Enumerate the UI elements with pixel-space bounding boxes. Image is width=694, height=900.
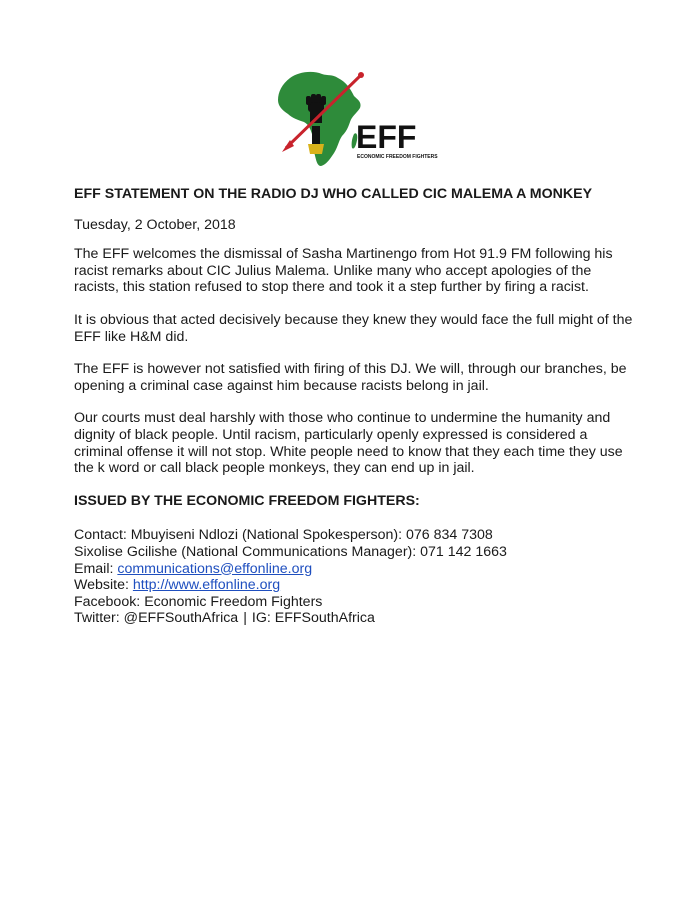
contact-facebook: Facebook: Economic Freedom Fighters [74,593,323,610]
separator: | [243,610,247,627]
statement-body [74,186,634,627]
contact-website-line [74,577,634,594]
paragraph-4: Our courts must deal harshly with those who continue to undermine the humanity and dignity of black people. Until racism, particularly openly expressed is considered a criminal offense it will not stop. White people need to know that they each time they use the k word or call black people monkeys, they can end up in jail. [74,410,623,477]
email-label: Email: [74,560,118,577]
website-label: Website: [74,577,133,594]
eff-logo-subtext: ECONOMIC FREEDOM FIGHTERS [357,154,438,160]
issued-by-heading: ISSUED BY THE ECONOMIC FREEDOM FIGHTERS: [74,492,420,509]
eff-logo-text: EFF [356,119,417,155]
contact-spokesperson: Contact: Mbuyiseni Ndlozi (National Spokesperson): 076 834 7308 [74,527,493,544]
contact-social-line [74,610,634,627]
statement-title: EFF STATEMENT ON THE RADIO DJ WHO CALLED CIC MALEMA A MONKEY [74,186,593,202]
contact-twitter: Twitter: @EFFSouthAfrica [74,610,239,627]
eff-logo [268,66,438,170]
contact-block [74,527,634,627]
contact-comms-manager: Sixolise Gcilishe (National Communications Manager): 071 142 1663 [74,543,507,560]
paragraph-1: The EFF welcomes the dismissal of Sasha Martinengo from Hot 91.9 FM following his racist remarks about CIC Julius Malema. Unlike many who accept apologies of the racists, this station refused to stop there and took it a step further by firing a racist. [74,246,613,296]
contact-email-line [74,561,634,578]
eff-logo-graphic [268,66,438,170]
website-link[interactable]: http://www.effonline.org [132,577,281,594]
statement-date: Tuesday, 2 October, 2018 [74,216,236,233]
paragraph-3: The EFF is however not satisfied with firing of this DJ. We will, through our branches, be opening a criminal case against him because racists belong in jail. [74,361,627,394]
email-link[interactable]: communications@effonline.org [117,560,313,577]
contact-instagram: IG: EFFSouthAfrica [251,610,375,627]
paragraph-2: It is obvious that acted decisively because they knew they would face the full might of the EFF like H&M did. [74,311,633,345]
